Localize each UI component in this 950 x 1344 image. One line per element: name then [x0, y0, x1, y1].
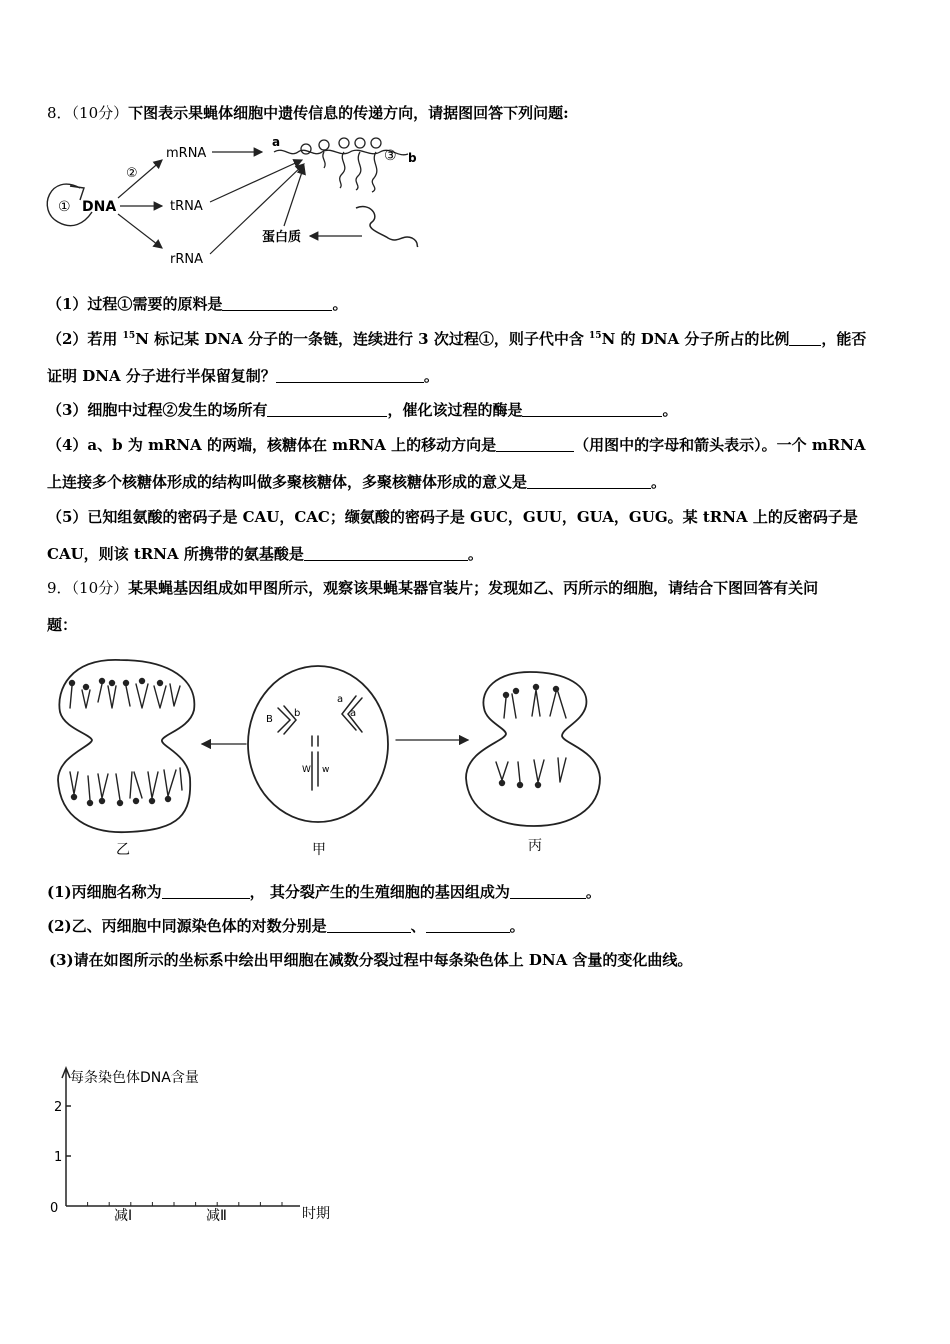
x-category-label: 减Ⅱ — [206, 1208, 227, 1224]
circle-3-label: ③ — [384, 148, 397, 164]
y-tick-label: 0 — [50, 1201, 59, 1216]
cell-bing-top-chromosomes — [504, 685, 567, 719]
ribosome — [371, 138, 381, 148]
gene-label-w: w — [322, 765, 330, 775]
q8-figure — [40, 130, 440, 270]
cell-yi-top-chromosomes — [70, 679, 181, 709]
peptide-chain — [340, 152, 345, 188]
label-yi: 乙 — [116, 842, 130, 858]
q8-part4-line2: 上连接多个核糖体形成的结构叫做多聚核糖体，多聚核糖体形成的意义是 。 — [47, 473, 667, 491]
rrna-label: rRNA — [170, 252, 203, 267]
q9-stem-line1: 9．（10分）某果蝇基因组成如甲图所示，观察该果蝇某器官装片；发现如乙、丙所示的细胞，请结合下图回答有关问 — [47, 579, 819, 597]
answer-blank[interactable] — [522, 402, 662, 417]
arrow-dna-rrna — [118, 214, 162, 248]
y-tick-label: 2 — [54, 1100, 63, 1115]
trna-label: tRNA — [170, 199, 203, 214]
answer-blank[interactable] — [510, 884, 586, 899]
answer-blank[interactable] — [267, 402, 387, 417]
protein-label: 蛋白质 — [262, 230, 302, 245]
q8-part3: （3）细胞中过程②发生的场所有 ，催化该过程的酶是 。 — [47, 401, 678, 419]
q8-part2-line2: 证明 DNA 分子进行半保留复制？ 。 — [47, 367, 439, 385]
ribosome — [319, 140, 329, 150]
q9-cells-figure — [50, 650, 610, 865]
peptide-chain — [356, 152, 361, 190]
answer-blank[interactable] — [527, 474, 651, 489]
label-a: a — [272, 135, 281, 149]
arrow-dna-mrna — [118, 160, 162, 198]
q8-stem: 8．（10分）下图表示果蝇体细胞中遗传信息的传递方向，请据图回答下列问题: — [47, 104, 569, 122]
ribosome — [355, 138, 365, 148]
answer-blank[interactable] — [222, 296, 332, 311]
y-axis-label: 每条染色体DNA含量 — [70, 1070, 199, 1086]
arrow-trna-ribosome — [210, 160, 302, 202]
cell-bing-bottom-chromosomes — [496, 758, 566, 788]
q9-number: 9．（10分） — [47, 579, 129, 597]
gene-label-a: a — [337, 694, 344, 705]
gene-label-B: B — [266, 714, 273, 725]
x-axis-label: 时期 — [302, 1206, 330, 1222]
q9-sub1: (1)丙细胞名称为 ， 其分裂产生的生殖细胞的基因组成为 。 — [47, 883, 601, 901]
answer-blank[interactable] — [327, 918, 411, 933]
q8-part5-line2: CAU，则该 tRNA 所携带的氨基酸是 。 — [47, 545, 483, 563]
label-jia: 甲 — [312, 842, 326, 858]
answer-blank[interactable] — [496, 437, 574, 452]
q9-sub3: (3)请在如图所示的坐标系中绘出甲细胞在减数分裂过程中每条染色体上 DNA 含量的变化曲线。 — [49, 951, 693, 969]
peptide-chain — [323, 152, 325, 168]
q9-stem-line2: 题： — [47, 616, 78, 634]
q8-part5-line1: （5）已知组氨酸的密码子是 CAU，CAC；缬氨酸的密码子是 GUC，GUU，GUA，GUG。某 tRNA 上的反密码子是 — [47, 508, 858, 526]
mrna-label: mRNA — [166, 146, 207, 161]
q8-part2-line1: （2）若用 $^{15}$N 标记某 DNA 分子的一条链，连续进行 3 次过程①，则子代中含 $^{15}$N 的 DNA 分子所占的比例 ，能否 — [47, 330, 867, 348]
ribosome — [301, 144, 311, 154]
q9-sub2: (2)乙、丙细胞中同源染色体的对数分别是 、 。 — [47, 917, 525, 935]
replication-loop-arrow — [70, 186, 84, 200]
circle-2-label: ② — [126, 166, 138, 181]
answer-blank[interactable] — [276, 368, 424, 383]
label-bing: 丙 — [528, 838, 542, 854]
gene-label-W: W — [302, 765, 311, 775]
q8-part1: （1）过程①需要的原料是 。 — [47, 295, 348, 313]
gene-label-a: a — [350, 708, 357, 719]
answer-blank[interactable] — [426, 918, 510, 933]
arrow-protein-ribosome — [284, 166, 304, 226]
released-protein — [356, 207, 418, 247]
peptide-chain — [372, 152, 377, 192]
circle-1-label: ① — [58, 199, 71, 215]
q8-number: 8．（10分） — [47, 104, 129, 122]
gene-label-b: b — [294, 708, 301, 719]
answer-blank[interactable] — [162, 884, 250, 899]
ribosome — [339, 138, 349, 148]
x-category-label: 减Ⅰ — [114, 1208, 133, 1224]
dna-label: DNA — [82, 199, 117, 215]
answer-blank[interactable] — [304, 546, 468, 561]
answer-blank[interactable] — [789, 331, 821, 346]
y-tick-label: 1 — [54, 1150, 63, 1165]
cell-yi-bottom-chromosomes — [70, 768, 182, 806]
dna-content-axes — [40, 1060, 350, 1230]
q8-part4-line1: （4）a、b 为 mRNA 的两端，核糖体在 mRNA 上的移动方向是 （用图中的字母和箭头表示）。一个 mRNA — [47, 436, 866, 454]
label-b: b — [408, 151, 417, 165]
cell-bing-membrane — [466, 672, 600, 826]
